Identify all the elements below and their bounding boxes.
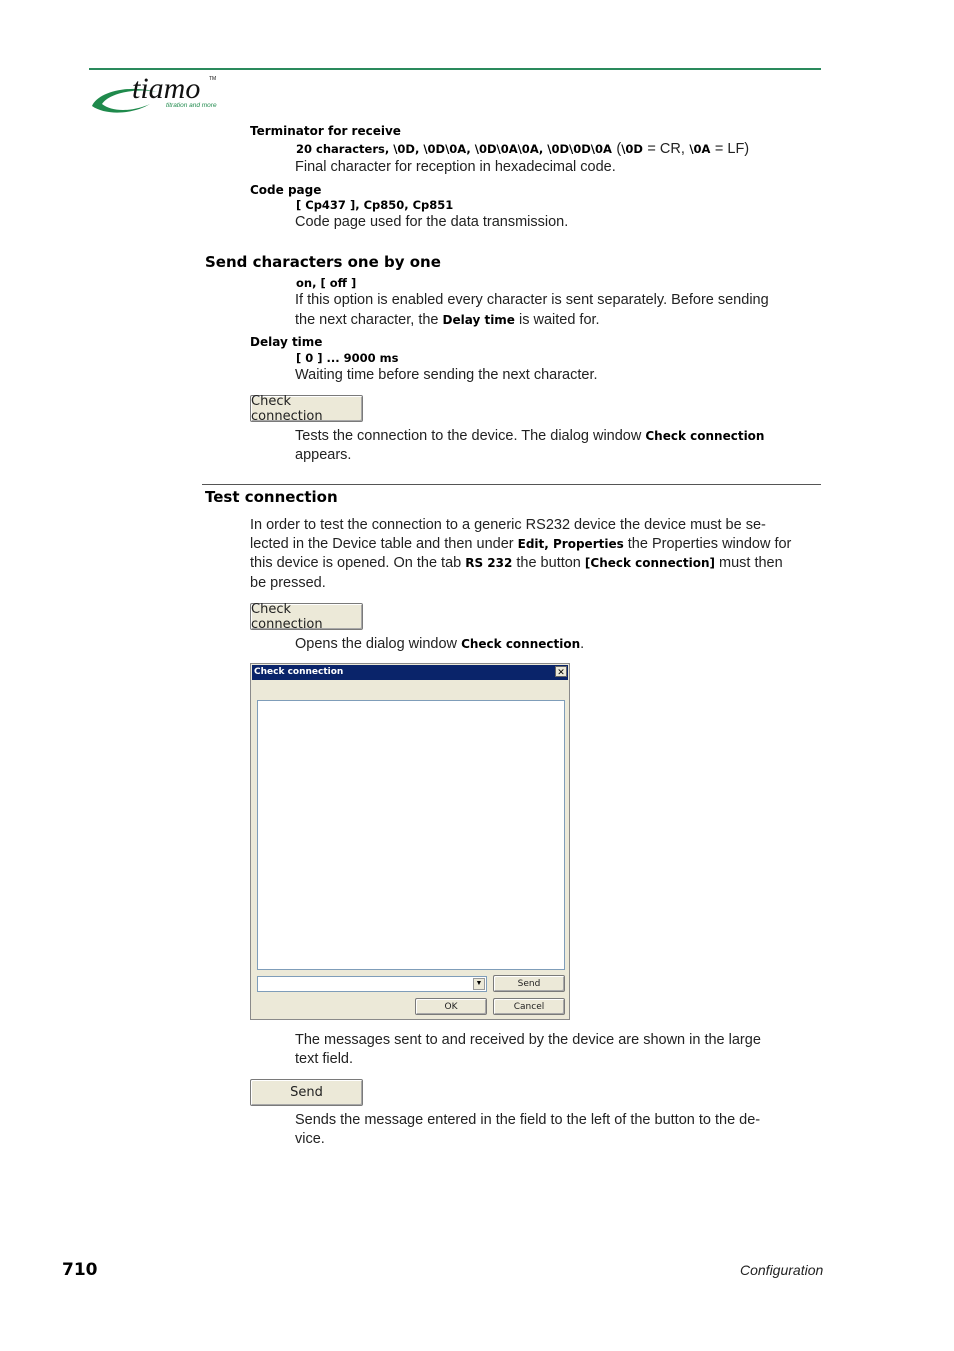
dialog-title: Check connection xyxy=(252,665,568,680)
test-connection-heading: Test connection xyxy=(205,488,338,506)
tiamo-logo xyxy=(88,70,238,118)
terminator-values: 20 characters, \0D, \0D\0A, \0D\0A\0A, \0D\0D\0A xyxy=(296,142,612,156)
check-connection-button[interactable]: Check connection xyxy=(250,395,363,422)
test-connection-p2: lected in the Device table and then under Edit, Properties the Properties window for xyxy=(250,536,792,552)
svg-text:titration and more: titration and more xyxy=(166,102,217,109)
delay-values: [ 0 ] ... 9000 ms xyxy=(296,351,399,365)
send-one-by-one-values: on, [ off ] xyxy=(296,276,357,290)
svg-text:tiamo: tiamo xyxy=(132,72,201,105)
message-text-area[interactable] xyxy=(257,700,565,970)
check-connection-desc: Tests the connection to the device. The dialog window Check connection xyxy=(295,428,765,444)
section-divider xyxy=(202,484,821,485)
codepage-label: Code page xyxy=(250,183,322,197)
dialog-ok-button[interactable]: OK xyxy=(415,998,487,1015)
page-number: 710 xyxy=(62,1260,98,1280)
delay-desc: Waiting time before sending the next character. xyxy=(295,367,598,383)
send-one-by-one-desc-2: the next character, the Delay time is waited for. xyxy=(295,312,600,328)
codepage-desc: Code page used for the data transmission. xyxy=(295,214,569,230)
dialog-send-button[interactable]: Send xyxy=(493,975,565,992)
codepage-values: [ Cp437 ], Cp850, Cp851 xyxy=(296,198,454,212)
opens-dialog-desc: Opens the dialog window Check connection. xyxy=(295,636,585,652)
test-connection-p3: this device is opened. On the tab RS 232 the button [Check connection] must then xyxy=(250,555,783,571)
send-one-by-one-desc-1: If this option is enabled every character is sent separately. Before sending xyxy=(295,292,769,308)
dialog-cancel-button[interactable]: Cancel xyxy=(493,998,565,1015)
send-button[interactable]: Send xyxy=(250,1079,363,1106)
send-desc-1: Sends the message entered in the field to the left of the button to the de- xyxy=(295,1112,761,1128)
close-icon[interactable]: ✕ xyxy=(555,666,567,677)
send-one-by-one-heading: Send characters one by one xyxy=(205,253,441,271)
check-connection-button-2[interactable]: Check connection xyxy=(250,603,363,630)
messages-desc-2: text field. xyxy=(295,1051,354,1067)
check-connection-dialog xyxy=(250,663,570,1020)
messages-desc-1: The messages sent to and received by the device are shown in the large xyxy=(295,1032,761,1048)
message-input-combo[interactable] xyxy=(257,976,487,992)
chevron-down-icon[interactable]: ▼ xyxy=(473,978,485,990)
check-connection-desc-2: appears. xyxy=(295,447,352,463)
test-connection-p4: be pressed. xyxy=(250,575,326,591)
terminator-desc: Final character for reception in hexadecimal code. xyxy=(295,159,616,175)
svg-text:TM: TM xyxy=(209,76,217,82)
terminator-values-line: 20 characters, \0D, \0D\0A, \0D\0A\0A, \0D\0D\0A (\0D = CR, \0A = LF) xyxy=(296,141,750,157)
terminator-label: Terminator for receive xyxy=(250,124,401,138)
delay-label: Delay time xyxy=(250,335,323,349)
test-connection-p1: In order to test the connection to a generic RS232 device the device must be se- xyxy=(250,517,766,533)
send-desc-2: vice. xyxy=(295,1131,325,1147)
chapter-name: Configuration xyxy=(740,1262,824,1278)
